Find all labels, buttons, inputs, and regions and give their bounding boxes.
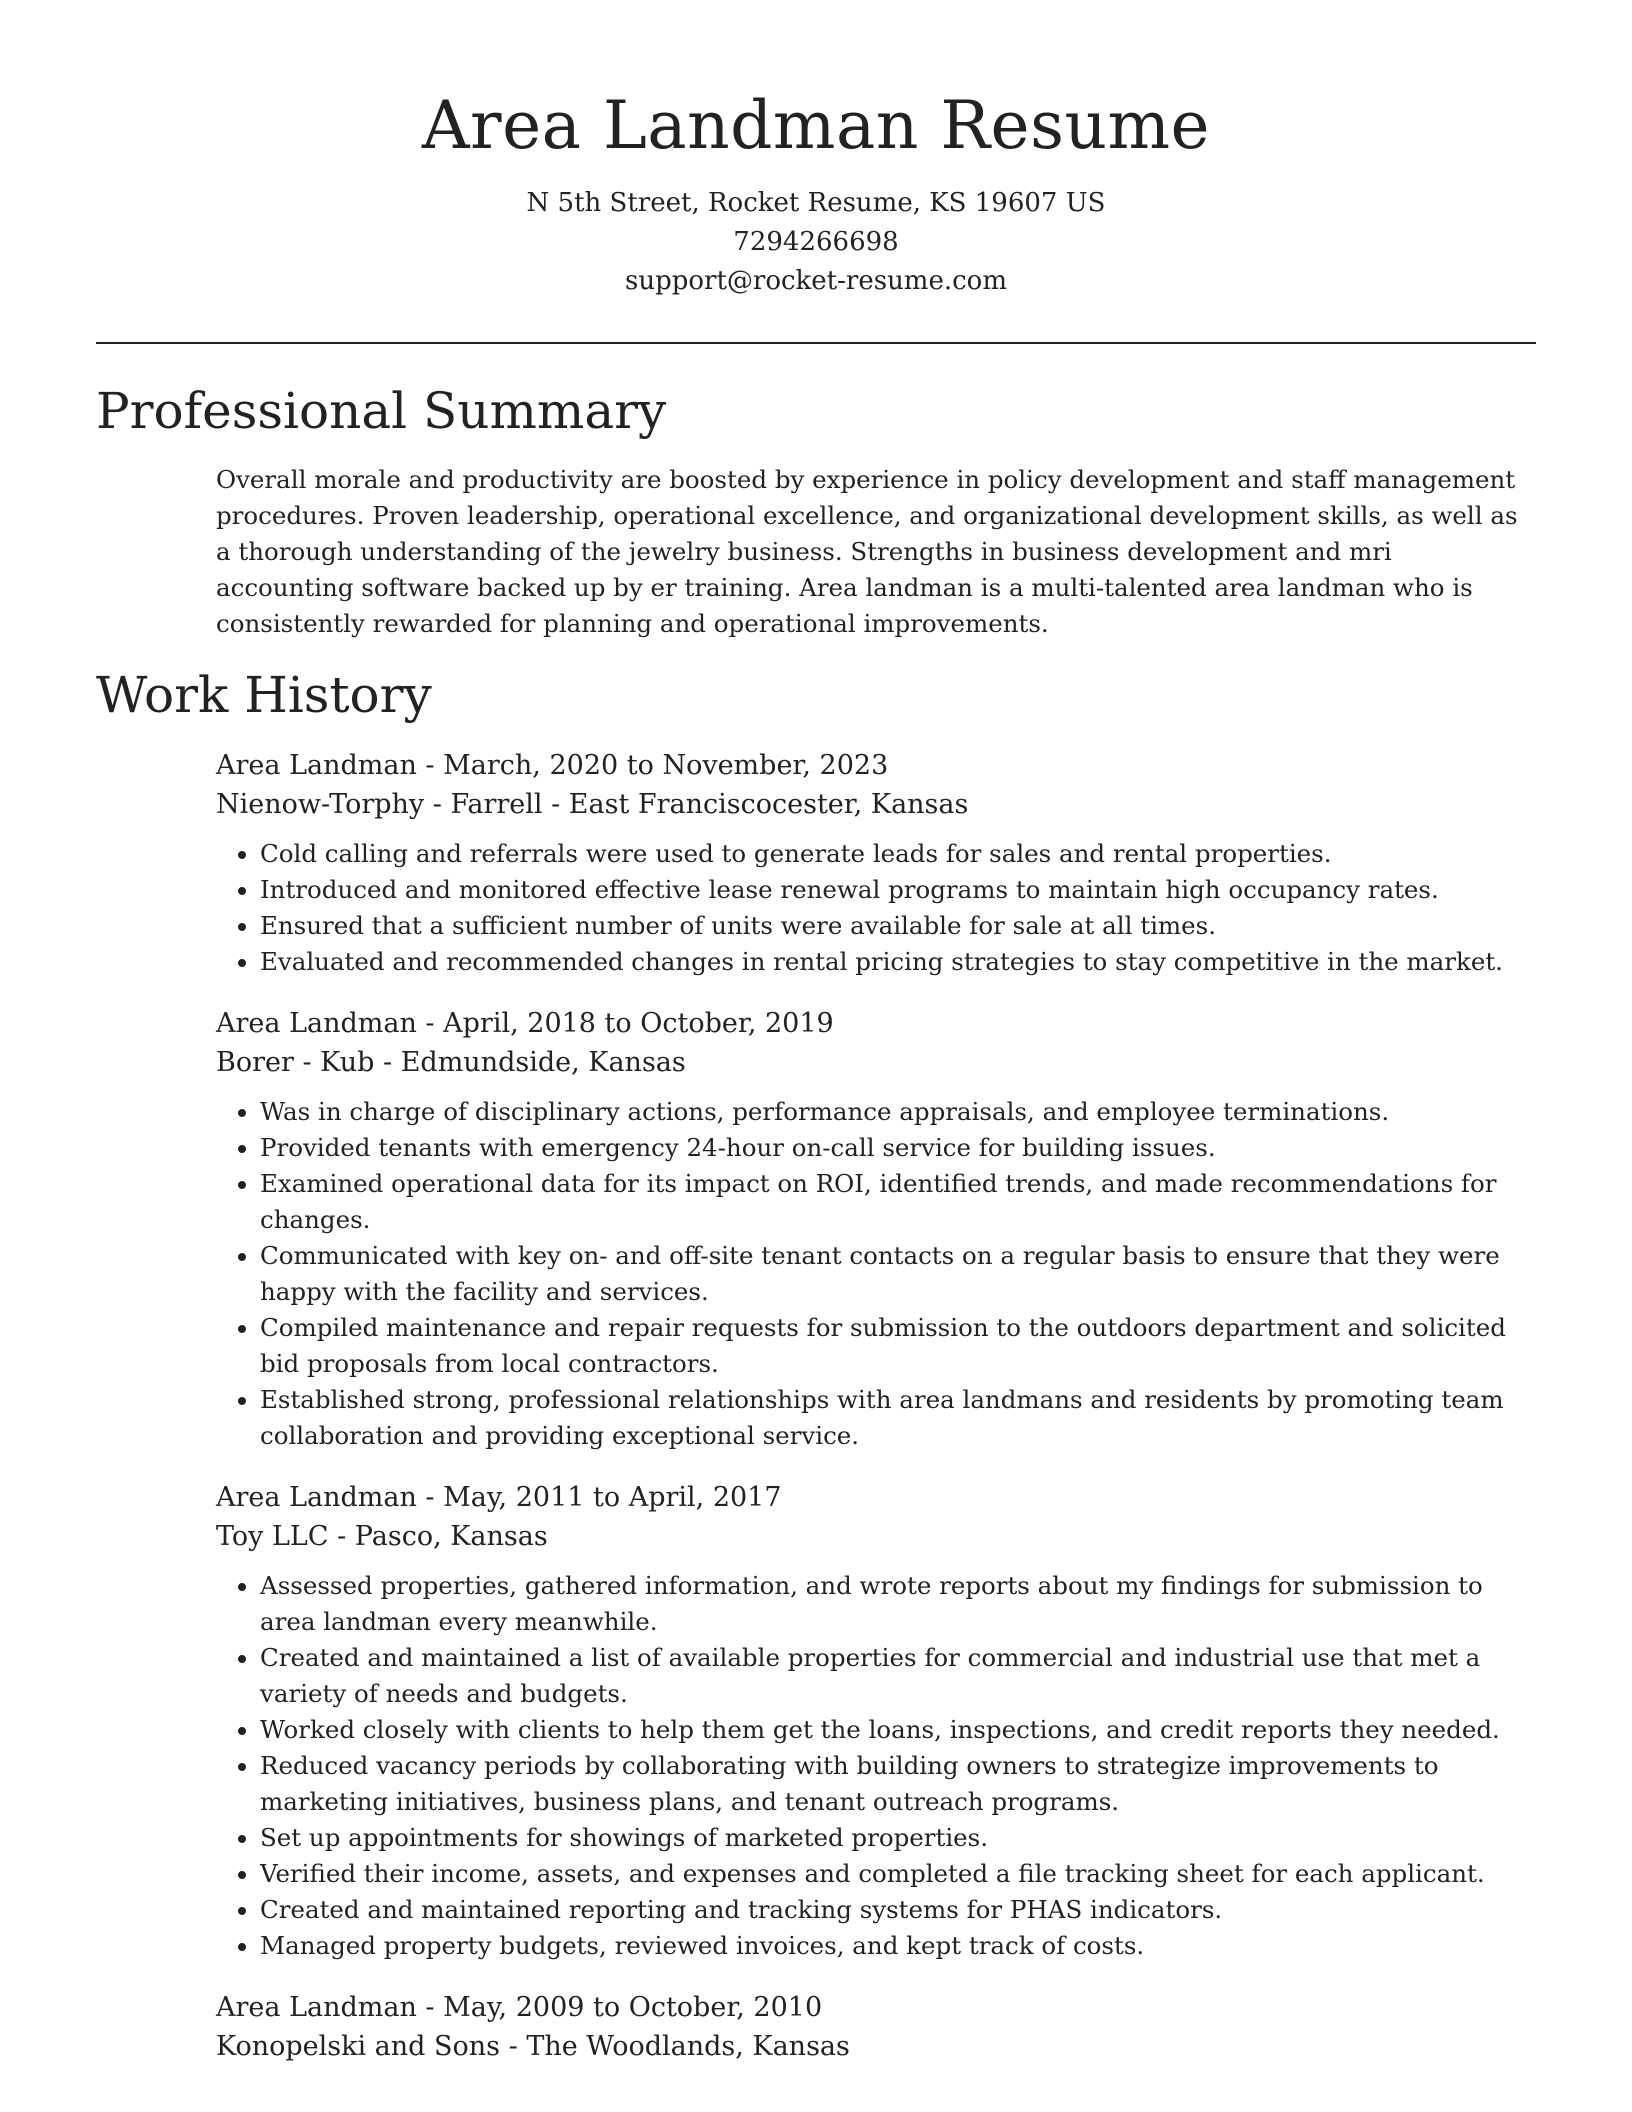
job-entry xyxy=(216,1004,1536,1454)
job-company-location: Nienow-Torphy - Farrell - East Franciscocester, Kansas xyxy=(216,789,969,820)
work-history-list xyxy=(216,746,1536,2090)
work-history-heading: Work History xyxy=(96,666,432,724)
job-bullet: • Established strong, professional relationships with area landmans and residents by promoting team collaboration and providing exceptional service. xyxy=(260,1382,1536,1454)
contact-block xyxy=(96,184,1536,301)
job-bullet: • Cold calling and referrals were used to generate leads for sales and rental properties. xyxy=(260,836,1536,872)
job-bullets xyxy=(216,1568,1536,1964)
job-bullet: • Compiled maintenance and repair requests for submission to the outdoors department and solicited bid proposals from local contractors. xyxy=(260,1310,1536,1382)
job-bullet: • Ensured that a sufficient number of units were available for sale at all times. xyxy=(260,908,1536,944)
job-title-dates: Area Landman - March, 2020 to November, 2023 xyxy=(216,750,889,781)
contact-address: N 5th Street, Rocket Resume, KS 19607 US xyxy=(526,188,1106,218)
job-bullet: • Examined operational data for its impact on ROI, identified trends, and made recommendations for changes. xyxy=(260,1166,1536,1238)
job-title-dates: Area Landman - May, 2011 to April, 2017 xyxy=(216,1482,782,1513)
job-title-dates: Area Landman - May, 2009 to October, 2010 xyxy=(216,1992,823,2023)
document-title: Area Landman Resume xyxy=(421,87,1211,164)
summary-text: Overall morale and productivity are boosted by experience in policy development and staff management procedures. Proven leadership, operational excellence, and organizational development skills, as well as a thorough understanding of the jewelry business. Strengths in business development and mri accounting software backed up by er training. Area landman is a multi-talented area landman who is consistently rewarded for planning and operational improvements. xyxy=(216,465,1518,638)
job-company-location: Konopelski and Sons - The Woodlands, Kansas xyxy=(216,2031,850,2062)
job-bullet: • Managed property budgets, reviewed invoices, and kept track of costs. xyxy=(260,1928,1536,1964)
job-bullet: • Verified their income, assets, and expenses and completed a file tracking sheet for each applicant. xyxy=(260,1856,1536,1892)
job-bullet: • Communicated with key on- and off-site tenant contacts on a regular basis to ensure that they were happy with the facility and services. xyxy=(260,1238,1536,1310)
job-bullet: • Evaluated and recommended changes in rental pricing strategies to stay competitive in the market. xyxy=(260,944,1536,980)
job-bullet: • Introduced and monitored effective lease renewal programs to maintain high occupancy rates. xyxy=(260,872,1536,908)
job-company-location: Toy LLC - Pasco, Kansas xyxy=(216,1521,548,1552)
job-bullet: • Created and maintained reporting and tracking systems for PHAS indicators. xyxy=(260,1892,1536,1928)
job-entry xyxy=(216,1478,1536,1964)
contact-phone: 7294266698 xyxy=(733,227,899,257)
job-bullet: • Set up appointments for showings of marketed properties. xyxy=(260,1820,1536,1856)
job-company-location: Borer - Kub - Edmundside, Kansas xyxy=(216,1047,686,1078)
job-bullet: • Created and maintained a list of available properties for commercial and industrial use that met a variety of needs and budgets. xyxy=(260,1640,1536,1712)
job-bullets xyxy=(216,1094,1536,1454)
summary-heading: Professional Summary xyxy=(96,382,667,440)
job-entry xyxy=(216,746,1536,980)
header-divider xyxy=(96,342,1536,344)
job-bullet: • Reduced vacancy periods by collaborating with building owners to strategize improvements to marketing initiatives, business plans, and tenant outreach programs. xyxy=(260,1748,1536,1820)
contact-email: support@rocket-resume.com xyxy=(624,266,1007,296)
job-entry xyxy=(216,1988,1536,2066)
job-bullet: • Assessed properties, gathered information, and wrote reports about my findings for submission to area landman every meanwhile. xyxy=(260,1568,1536,1640)
job-bullet: • Provided tenants with emergency 24-hour on-call service for building issues. xyxy=(260,1130,1536,1166)
job-bullet: • Was in charge of disciplinary actions, performance appraisals, and employee terminations. xyxy=(260,1094,1536,1130)
resume-header xyxy=(96,78,1536,301)
job-title-dates: Area Landman - April, 2018 to October, 2019 xyxy=(216,1008,834,1039)
job-bullet: • Worked closely with clients to help them get the loans, inspections, and credit reports they needed. xyxy=(260,1712,1536,1748)
job-bullets xyxy=(216,836,1536,980)
